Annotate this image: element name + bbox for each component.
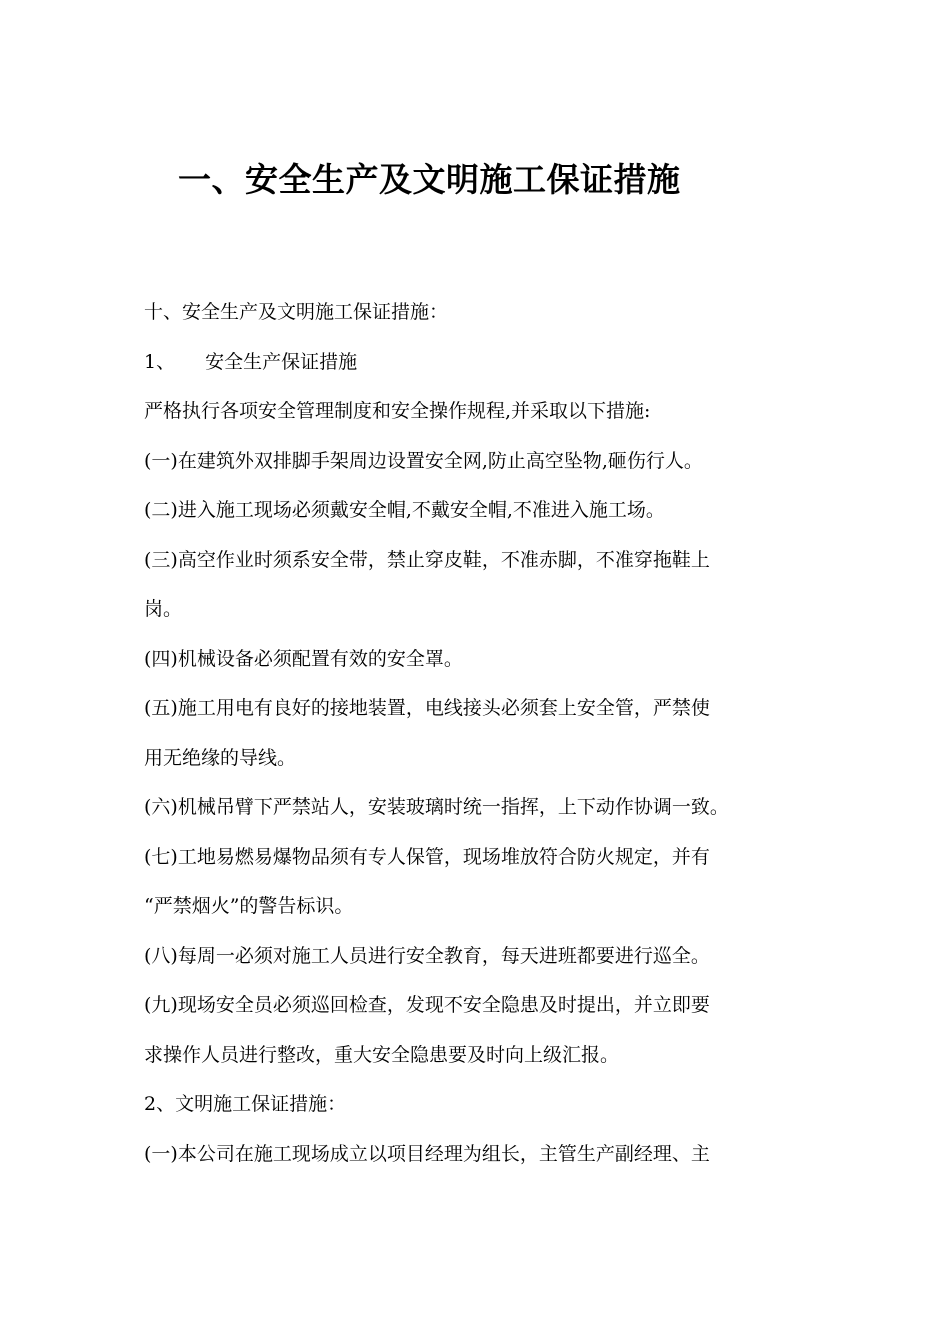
safety-item-8: (八)每周一必须对施工人员进行安全教育，每天进班都要进行巡全。 [144,944,710,967]
safety-item-2: (二)进入施工现场必须戴安全帽,不戴安全帽,不准进入施工场。 [144,499,665,521]
section-2-heading: 2、文明施工保证措施： [144,1093,347,1115]
section-10-heading: 十、安全生产及文明施工保证措施： [144,301,449,323]
safety-item-7-line-1: (七)工地易燃易爆物品须有专人保管，现场堆放符合防火规定，并有 [144,845,710,868]
safety-item-7-line-2: “严禁烟火”的警告标识。 [144,895,354,917]
safety-item-3-line-1: (三)高空作业时须系安全带，禁止穿皮鞋，不准赤脚，不准穿拖鞋上 [144,548,710,571]
document-body [144,288,834,1179]
safety-item-9-line-2: 求操作人员进行整改，重大安全隐患要及时向上级汇报。 [144,1043,620,1066]
civilized-item-1-line-1: (一)本公司在施工现场成立以项目经理为组长，主管生产副经理、主 [144,1142,710,1165]
safety-item-9-line-1: (九)现场安全员必须巡回检查，发现不安全隐患及时提出，并立即要 [144,994,710,1016]
safety-item-4: (四)机械设备必须配置有效的安全罩。 [144,647,463,670]
document-title: 一、安全生产及文明施工保证措施 [178,160,681,199]
safety-item-6: (六)机械吊臂下严禁站人，安装玻璃时统一指挥，上下动作协调一致。 [144,796,729,818]
paragraph-intro: 严格执行各项安全管理制度和安全操作规程,并采取以下措施: [144,400,651,422]
safety-item-1: (一)在建筑外双排脚手架周边设置安全网,防止高空坠物,砸伤行人。 [144,449,703,472]
section-1-heading [144,338,834,388]
section-1-title: 安全生产保证措施 [205,350,358,373]
safety-item-3-line-2: 岗。 [144,598,183,620]
safety-item-5-line-2: 用无绝缘的导线。 [144,746,297,769]
section-1-number: 1、 [144,350,176,373]
safety-item-5-line-1: (五)施工用电有良好的接地装置，电线接头必须套上安全管，严禁使 [144,697,710,719]
